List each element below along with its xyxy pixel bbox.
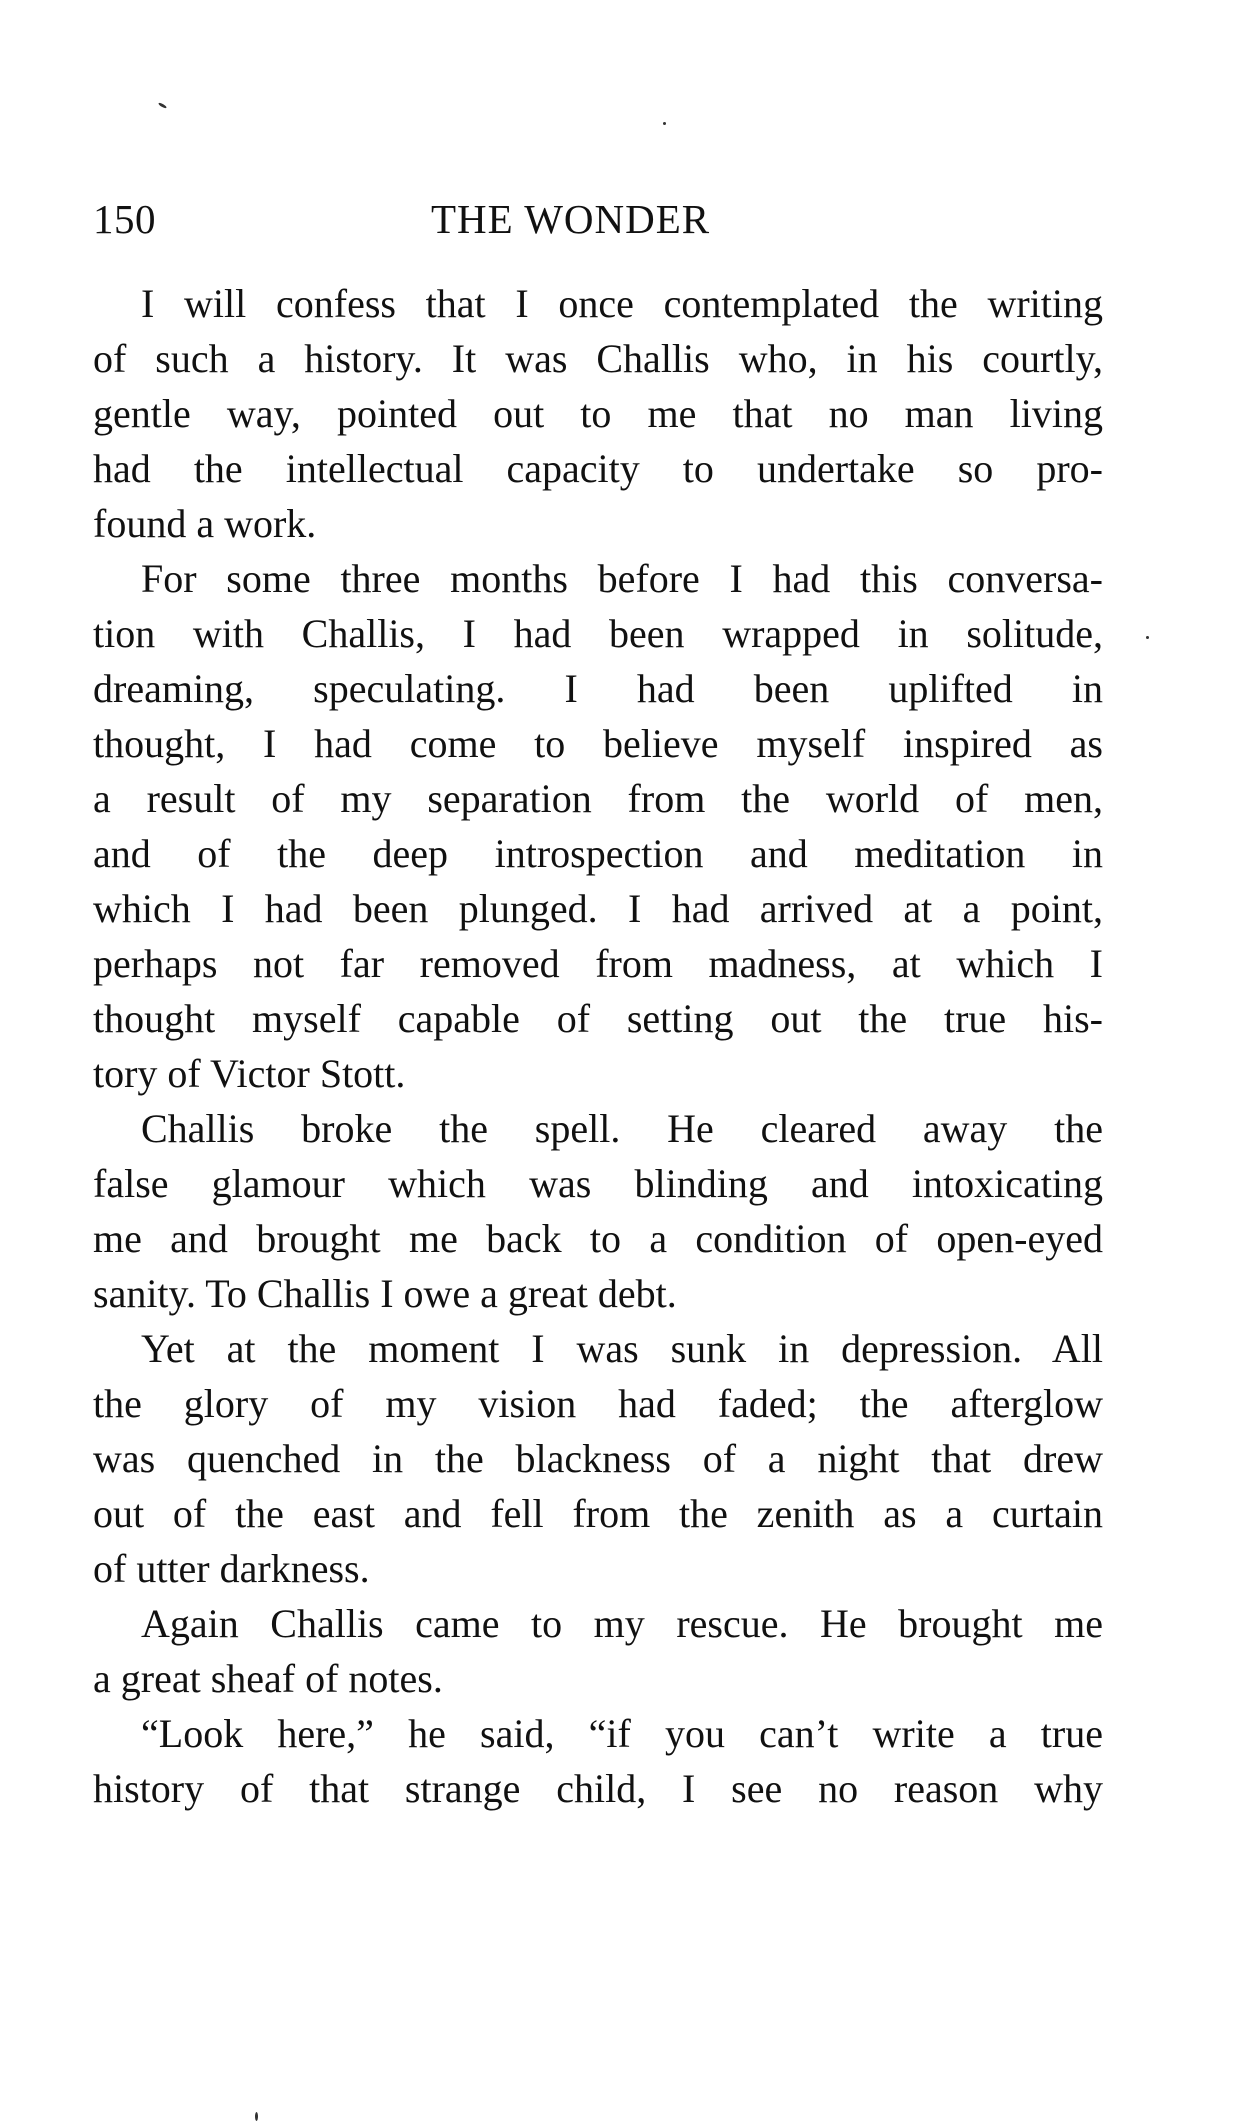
paragraph <box>93 1706 1103 1816</box>
text-line: found a work. <box>93 501 317 546</box>
text-line: a great sheaf of notes. <box>93 1656 443 1701</box>
text-line: Yet at the moment I was sunk in depression. All <box>141 1326 1103 1371</box>
text-line: thought, I had come to believe myself inspired as <box>93 721 1103 766</box>
text-line: perhaps not far removed from madness, at which I <box>93 941 1103 986</box>
text-line: “Look here,” he said, “if you can’t write a true <box>141 1711 1103 1756</box>
print-speck <box>663 122 666 125</box>
text-line: I will confess that I once contemplated the writing <box>141 281 1103 326</box>
text-line: sanity. To Challis I owe a great debt. <box>93 1271 677 1316</box>
text-line: Again Challis came to my rescue. He brought me <box>141 1601 1103 1646</box>
text-line: thought myself capable of setting out the true his- <box>93 996 1103 1041</box>
text-line: false glamour which was blinding and intoxicating <box>93 1161 1103 1206</box>
paragraph <box>93 1596 1103 1706</box>
text-line: For some three months before I had this conversa- <box>141 556 1103 601</box>
paragraph <box>93 276 1103 551</box>
text-line: gentle way, pointed out to me that no man living <box>93 391 1103 436</box>
text-line: Challis broke the spell. He cleared away the <box>141 1106 1103 1151</box>
running-title: THE WONDER <box>431 196 711 242</box>
text-line: tion with Challis, I had been wrapped in solitude, <box>93 611 1103 656</box>
text-line: a result of my separation from the world of men, <box>93 776 1103 821</box>
text-line: tory of Victor Stott. <box>93 1051 406 1096</box>
text-line: of such a history. It was Challis who, in his courtly, <box>93 336 1103 381</box>
text-line: and of the deep introspection and meditation in <box>93 831 1103 876</box>
print-speck <box>1146 636 1149 639</box>
text-line: of utter darkness. <box>93 1546 370 1591</box>
text-line: was quenched in the blackness of a night that drew <box>93 1436 1103 1481</box>
paragraph <box>93 551 1103 1101</box>
text-line: dreaming, speculating. I had been uplifted in <box>93 666 1103 711</box>
paragraph <box>93 1101 1103 1321</box>
text-line: which I had been plunged. I had arrived at a point, <box>93 886 1103 931</box>
text-line: the glory of my vision had faded; the afterglow <box>93 1381 1103 1426</box>
running-head <box>93 195 1103 245</box>
body-text <box>93 276 1103 1816</box>
paragraph <box>93 1321 1103 1596</box>
page-number: 150 <box>93 196 156 242</box>
text-line: out of the east and fell from the zenith as a curtain <box>93 1491 1103 1536</box>
text-line: me and brought me back to a condition of open-eyed <box>93 1216 1103 1261</box>
print-speck <box>255 2112 258 2121</box>
print-speck <box>158 102 167 109</box>
text-line: history of that strange child, I see no reason why <box>93 1766 1103 1811</box>
text-line: had the intellectual capacity to undertake so pro- <box>93 446 1103 491</box>
